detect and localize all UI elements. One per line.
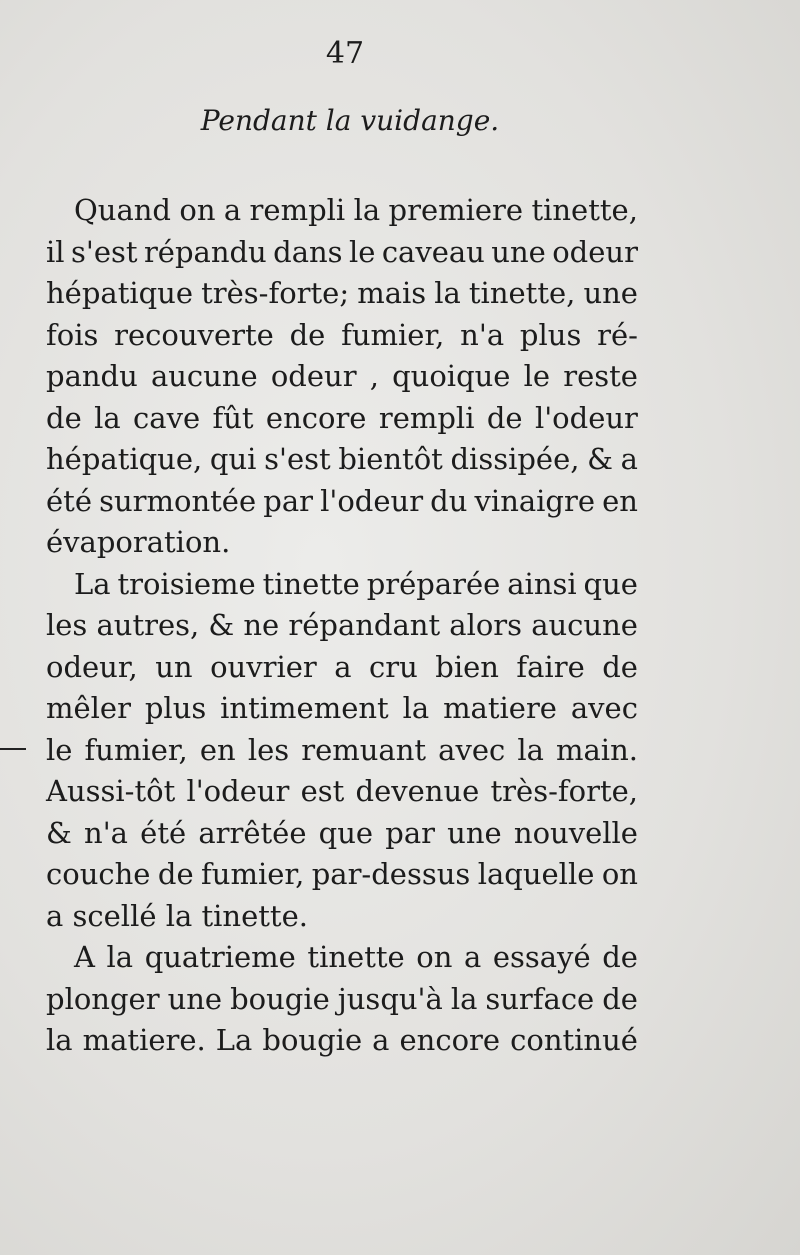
text-line: évaporation. [46, 525, 231, 559]
text-line: il s'est répandu dans le caveau une odeur [46, 234, 638, 269]
body-text [46, 190, 638, 1062]
text-line: mêler plus intimement la matiere avec [46, 691, 638, 725]
text-line: plonger une bougie jusqu'à la surface de [46, 981, 638, 1016]
text-line: pandu aucune odeur , quoique le reste [46, 359, 638, 393]
text-line: A la quatrieme tinette on a essayé de [74, 940, 638, 974]
text-line: de la cave fût encore rempli de l'odeur [46, 400, 638, 435]
text-line: fois recouverte de fumier, n'a plus ré- [46, 317, 638, 352]
text-line: hépatique très-forte; mais la tinette, une [46, 276, 638, 310]
text-line: La troisieme tinette préparée ainsi que [74, 566, 638, 601]
text-line: a scellé la tinette. [46, 898, 308, 933]
text-line: hépatique, qui s'est bientôt dissipée, & a [46, 442, 638, 476]
section-heading: Pendant la vuidange. [200, 104, 500, 137]
text-line: le fumier, en les remuant avec la main. [46, 732, 638, 767]
text-line: couche de fumier, par-dessus laquelle on [46, 857, 638, 891]
text-line: Aussi-tôt l'odeur est devenue très-forte, [46, 774, 638, 808]
text-line: les autres, & ne répandant alors aucune [46, 608, 638, 642]
margin-mark [0, 748, 26, 750]
text-line: la matiere. La bougie a encore continué [46, 1023, 638, 1057]
page-number: 47 [325, 36, 365, 71]
text-line: été surmontée par l'odeur du vinaigre en [46, 483, 638, 518]
text-line: & n'a été arrêtée que par une nouvelle [46, 815, 638, 850]
text-line: odeur, un ouvrier a cru bien faire de [46, 649, 638, 684]
text-line: Quand on a rempli la premiere tinette, [74, 193, 638, 227]
